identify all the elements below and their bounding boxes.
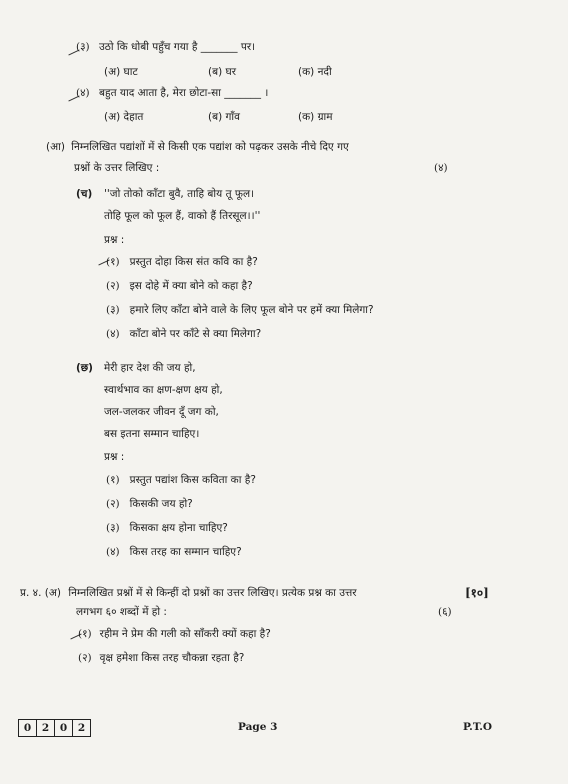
poem-line: मेरी हार देश की जय हो, <box>104 362 196 374</box>
question-row: (४) काँटा बोने पर काँटे से क्या मिलेगा? <box>106 328 262 340</box>
poem-line: स्वार्थभाव का क्षण-क्षण क्षय हो, <box>104 384 223 396</box>
code-digit: 2 <box>36 719 55 737</box>
questions-heading: प्रश्न : <box>104 234 125 246</box>
question-a3: (३) उठो कि धोबी पहुँच गया है _______ पर। <box>76 41 256 53</box>
question-row: (१) प्रस्तुत पद्यांश किस कविता का है? <box>106 474 256 486</box>
page-number: Page 3 <box>238 721 278 733</box>
section-aa-marks: (४) <box>434 162 448 174</box>
code-digit: 0 <box>18 719 37 737</box>
option-a: (अ) देहात <box>104 111 144 123</box>
question-4-heading: प्र. ४. (अ) निम्नलिखित प्रश्नों में से किन्हीं दो प्रश्नों का उत्तर लिखिए। प्रत्येक प्रश्न का उत्तर <box>20 587 357 599</box>
total-marks: [१०] <box>465 586 489 600</box>
option-a: (अ) घाट <box>104 66 138 78</box>
question-row: (३) हमारे लिए काँटा बोने वाले के लिए फूल बोने पर हमें क्या मिलेगा? <box>106 304 374 316</box>
question-4-instruction: लगभग ६० शब्दों में हो : <box>76 606 167 618</box>
option-b: (ब) गाँव <box>208 111 240 123</box>
section-aa-heading: (आ) निम्नलिखित पद्यांशों में से किसी एक पद्यांश को पढ़कर उसके नीचे दिए गए <box>46 141 349 153</box>
poem-line: ''जो तोको काँटा बुवै, ताहि बोय तू फूल। <box>104 188 255 200</box>
question-a4: (४) बहुत याद आता है, मेरा छोटा-सा _______ । <box>76 87 269 99</box>
question-row: (१) प्रस्तुत दोहा किस संत कवि का है? <box>106 256 258 268</box>
question-row: (३) किसका क्षय होना चाहिए? <box>106 522 228 534</box>
code-digit: 0 <box>54 719 73 737</box>
option-c: (क) नदी <box>298 66 332 78</box>
question-row: (१) रहीम ने प्रेम की गली को साँकरी क्यों कहा है? <box>78 628 271 640</box>
question-row: (४) किस तरह का सम्मान चाहिए? <box>106 546 242 558</box>
questions-heading: प्रश्न : <box>104 451 125 463</box>
option-c: (क) ग्राम <box>298 111 333 123</box>
pto-label: P.T.O <box>463 721 493 733</box>
poem-line: तोहि फूल को फूल हैं, वाको हैं तिरसूल।।'' <box>104 210 261 222</box>
option-b: (ब) घर <box>208 66 237 78</box>
question-4-marks: (६) <box>438 606 452 618</box>
passage-cha-label: (च) <box>76 188 93 200</box>
question-row: (२) वृक्ष हमेशा किस तरह चौकन्ना रहता है? <box>78 652 245 664</box>
question-row: (२) इस दोहे में क्या बोने को कहा है? <box>106 280 253 292</box>
code-digit: 2 <box>72 719 91 737</box>
poem-line: बस इतना सम्मान चाहिए। <box>104 428 200 440</box>
section-aa-instruction: प्रश्नों के उत्तर लिखिए : <box>74 162 160 174</box>
poem-line: जल-जलकर जीवन दूँ जग को, <box>104 406 219 418</box>
paper-code-box <box>18 719 90 737</box>
passage-chha-label: (छ) <box>76 362 93 374</box>
question-row: (२) किसकी जय हो? <box>106 498 193 510</box>
